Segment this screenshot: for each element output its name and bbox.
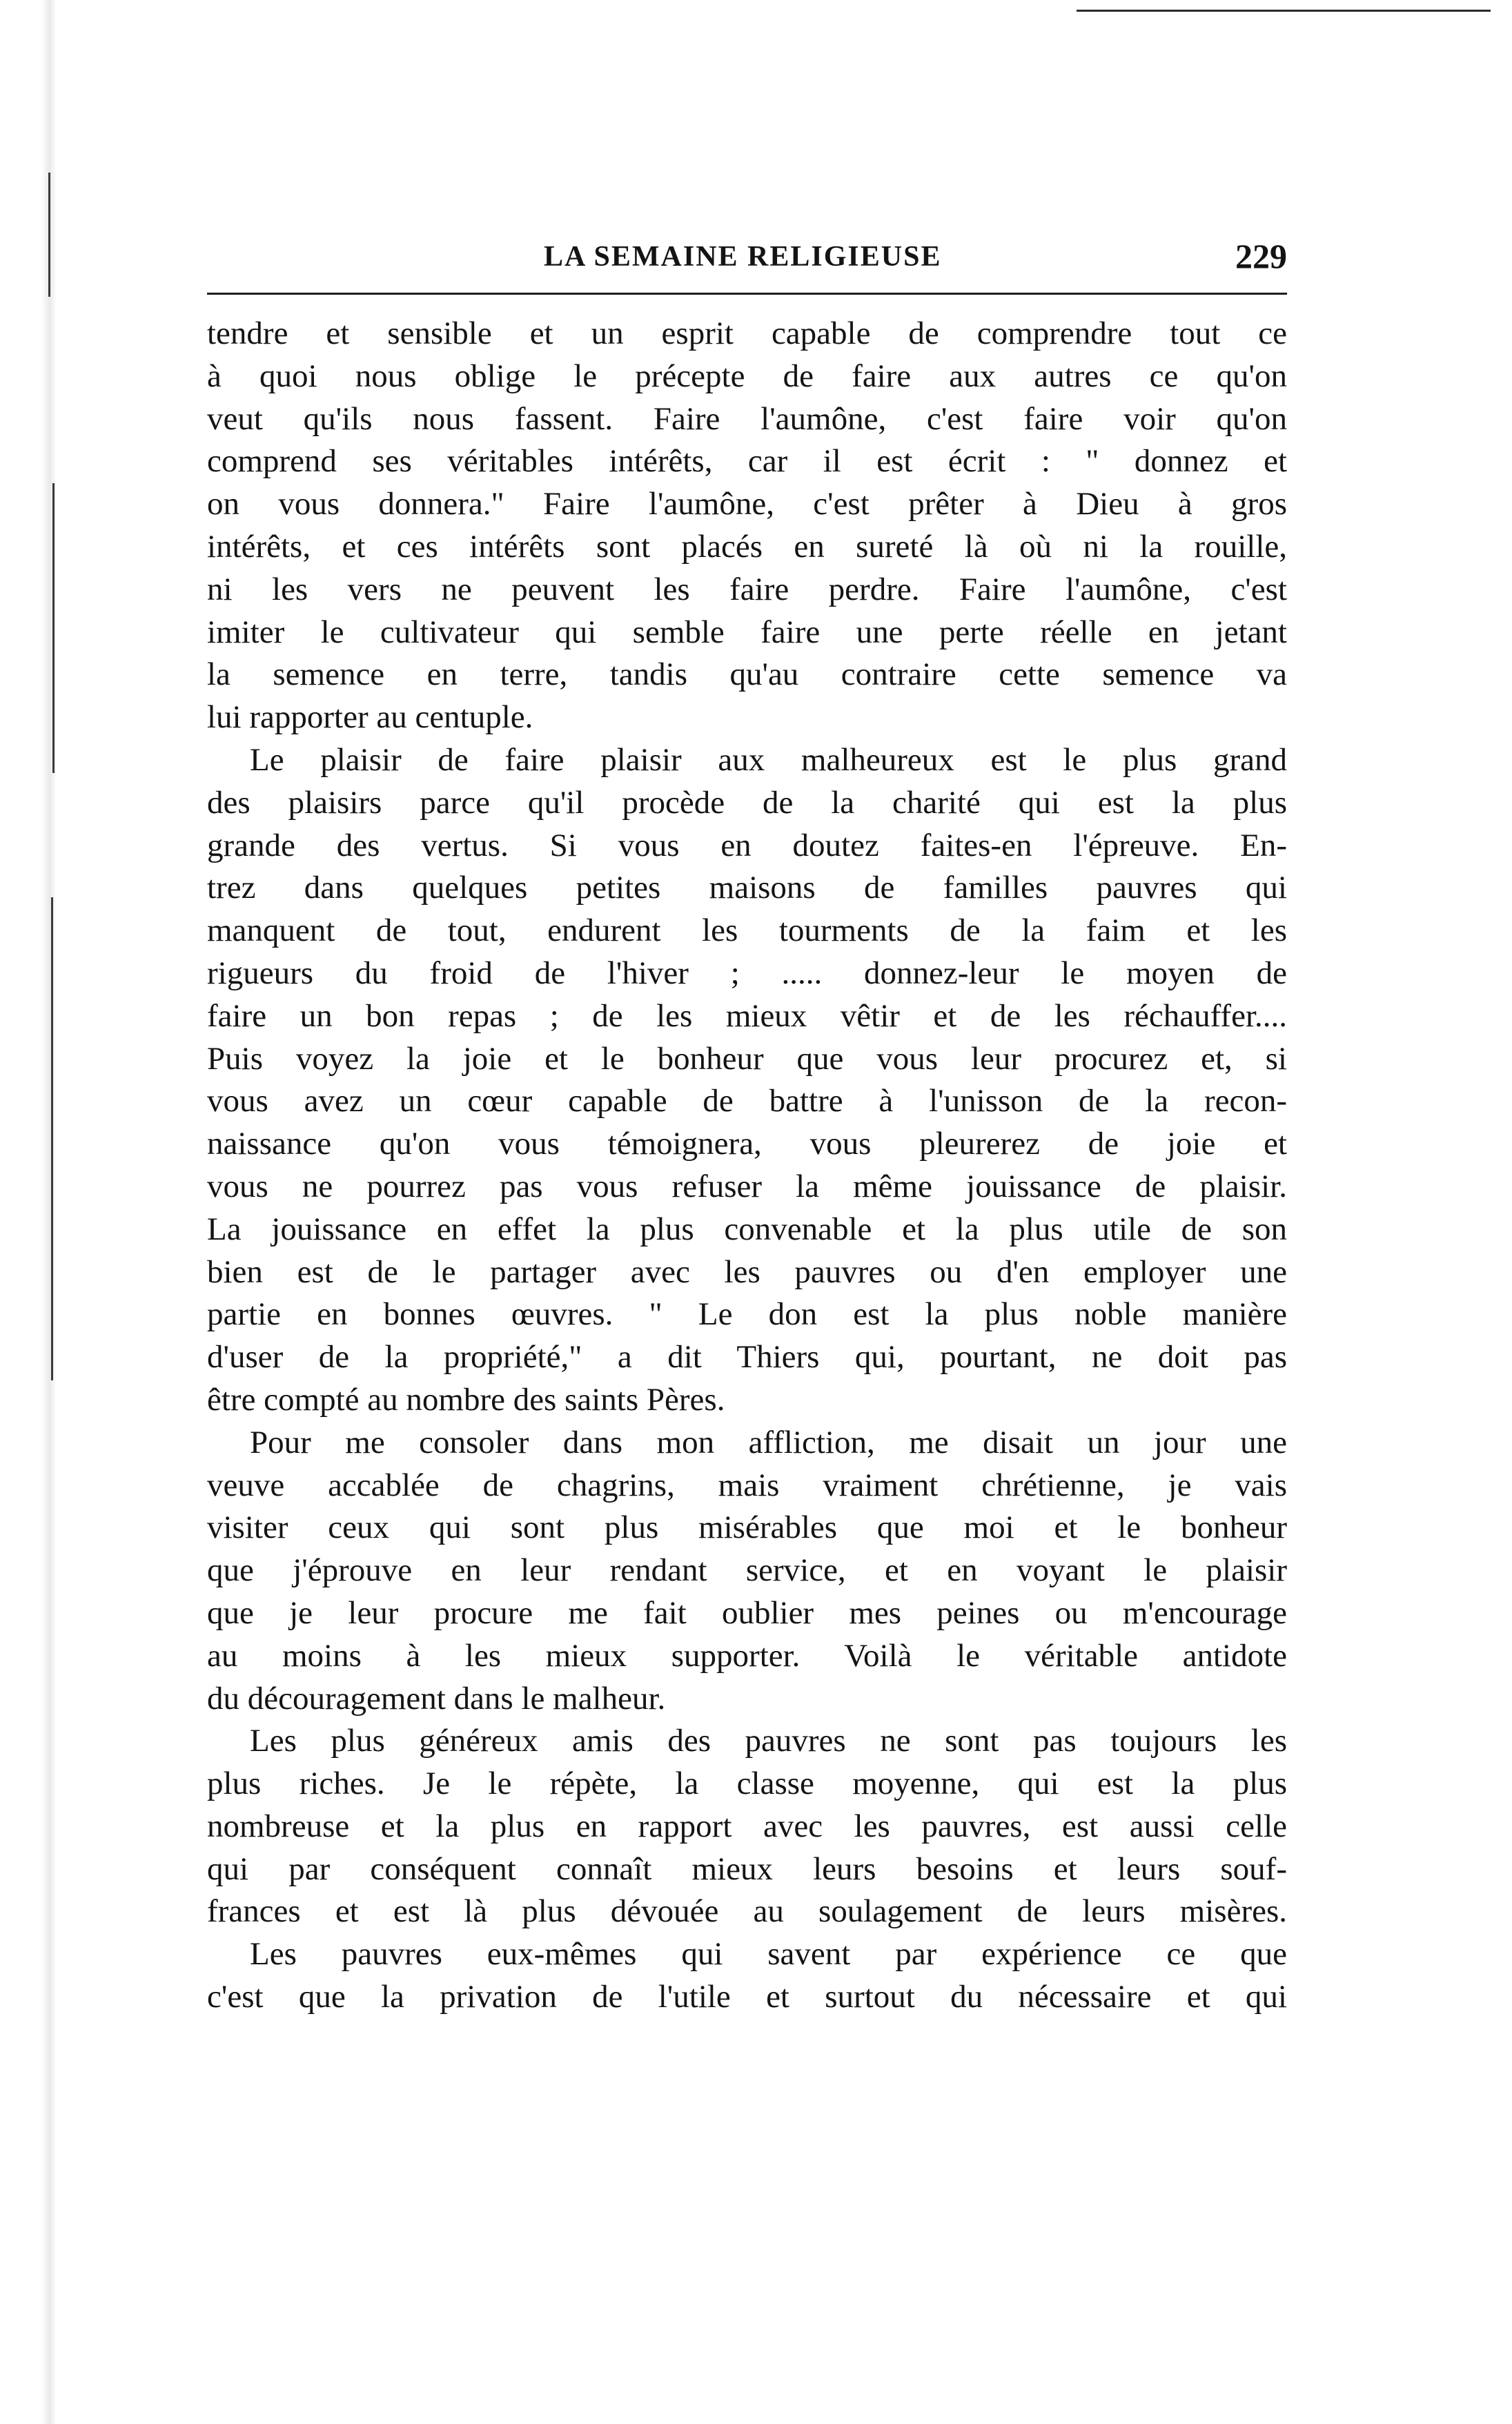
running-header: [207, 235, 1287, 295]
document-page: [207, 235, 1287, 2019]
text-line: intérêts, et ces intérêts sont placés en sureté là où ni la rouille,: [207, 528, 1287, 565]
text-line: on vous donnera." Faire l'aumône, c'est prêter à Dieu à gros: [207, 486, 1287, 522]
text-line: d'user de la propriété," a dit Thiers qui, pourtant, ne doit pas: [207, 1339, 1287, 1376]
text-line: être compté au nombre des saints Pères.: [207, 1381, 725, 1418]
text-line: Les plus généreux amis des pauvres ne sont pas toujours les: [250, 1723, 1287, 1759]
text-line: visiter ceux qui sont plus misérables que moi et le bonheur: [207, 1509, 1287, 1546]
text-line: nombreuse et la plus en rapport avec les pauvres, est aussi celle: [207, 1808, 1287, 1844]
text-line: des plaisirs parce qu'il procède de la charité qui est la plus: [207, 784, 1287, 821]
text-line: imiter le cultivateur qui semble faire une perte réelle en jetant: [207, 614, 1287, 650]
text-line: rigueurs du froid de l'hiver ; ..... donnez-leur le moyen de: [207, 955, 1287, 991]
text-line: grande des vertus. Si vous en doutez faites-en l'épreuve. En-: [207, 827, 1287, 863]
text-line: plus riches. Je le répète, la classe moyenne, qui est la plus: [207, 1766, 1287, 1802]
text-line: que j'éprouve en leur rendant service, et en voyant le plaisir: [207, 1552, 1287, 1589]
scanned-page-edge: [0, 0, 66, 2424]
text-line: vous ne pourrez pas vous refuser la même jouissance de plaisir.: [207, 1168, 1287, 1204]
text-line: trez dans quelques petites maisons de familles pauvres qui: [207, 870, 1287, 906]
text-line: que je leur procure me fait oublier mes peines ou m'encourage: [207, 1594, 1287, 1631]
text-line: partie en bonnes œuvres. " Le don est la plus noble manière: [207, 1296, 1287, 1333]
text-line: qui par conséquent connaît mieux leurs besoins et leurs souf-: [207, 1850, 1287, 1887]
body-text: [207, 313, 1287, 2019]
text-line: manquent de tout, endurent les tourments de la faim et les: [207, 912, 1287, 949]
running-title: LA SEMAINE RELIGIEUSE: [544, 241, 942, 273]
text-line: Les pauvres eux-mêmes qui savent par expérience ce que: [250, 1936, 1287, 1973]
text-line: c'est que la privation de l'utile et surtout du nécessaire et qui: [207, 1979, 1287, 2015]
text-line: Pour me consoler dans mon affliction, me disait un jour une: [250, 1424, 1287, 1460]
text-line: tendre et sensible et un esprit capable de comprendre tout ce: [207, 315, 1287, 351]
text-line: vous avez un cœur capable de battre à l'unisson de la recon-: [207, 1083, 1287, 1120]
edge-mark: [48, 173, 50, 297]
text-line: ni les vers ne peuvent les faire perdre. Faire l'aumône, c'est: [207, 571, 1287, 607]
top-border-rule: [1077, 10, 1491, 12]
text-line: veuve accablée de chagrins, mais vraiment chrétienne, je vais: [207, 1467, 1287, 1503]
text-line: la semence en terre, tandis qu'au contraire cette semence va: [207, 656, 1287, 693]
text-line: bien est de le partager avec les pauvres ou d'en employer une: [207, 1253, 1287, 1290]
text-line: naissance qu'on vous témoignera, vous pleurerez de joie et: [207, 1126, 1287, 1162]
text-line: Le plaisir de faire plaisir aux malheureux est le plus grand: [250, 741, 1287, 778]
edge-mark: [52, 483, 55, 773]
text-line: à quoi nous oblige le précepte de faire aux autres ce qu'on: [207, 358, 1287, 394]
text-line: faire un bon repas ; de les mieux vêtir et de les réchauffer....: [207, 997, 1287, 1034]
text-line: veut qu'ils nous fassent. Faire l'aumône, c'est faire voir qu'on: [207, 400, 1287, 437]
edge-mark: [51, 897, 53, 1380]
text-line: lui rapporter au centuple.: [207, 699, 533, 736]
text-line: du découragement dans le malheur.: [207, 1680, 666, 1717]
text-line: comprend ses véritables intérêts, car il est écrit : " donnez et: [207, 443, 1287, 480]
page-number: 229: [1235, 237, 1287, 275]
text-line: Puis voyez la joie et le bonheur que vous leur procurez et, si: [207, 1040, 1287, 1077]
text-line: au moins à les mieux supporter. Voilà le véritable antidote: [207, 1637, 1287, 1674]
text-line: La jouissance en effet la plus convenable et la plus utile de son: [207, 1211, 1287, 1247]
text-line: frances et est là plus dévouée au soulagement de leurs misères.: [207, 1893, 1287, 1930]
